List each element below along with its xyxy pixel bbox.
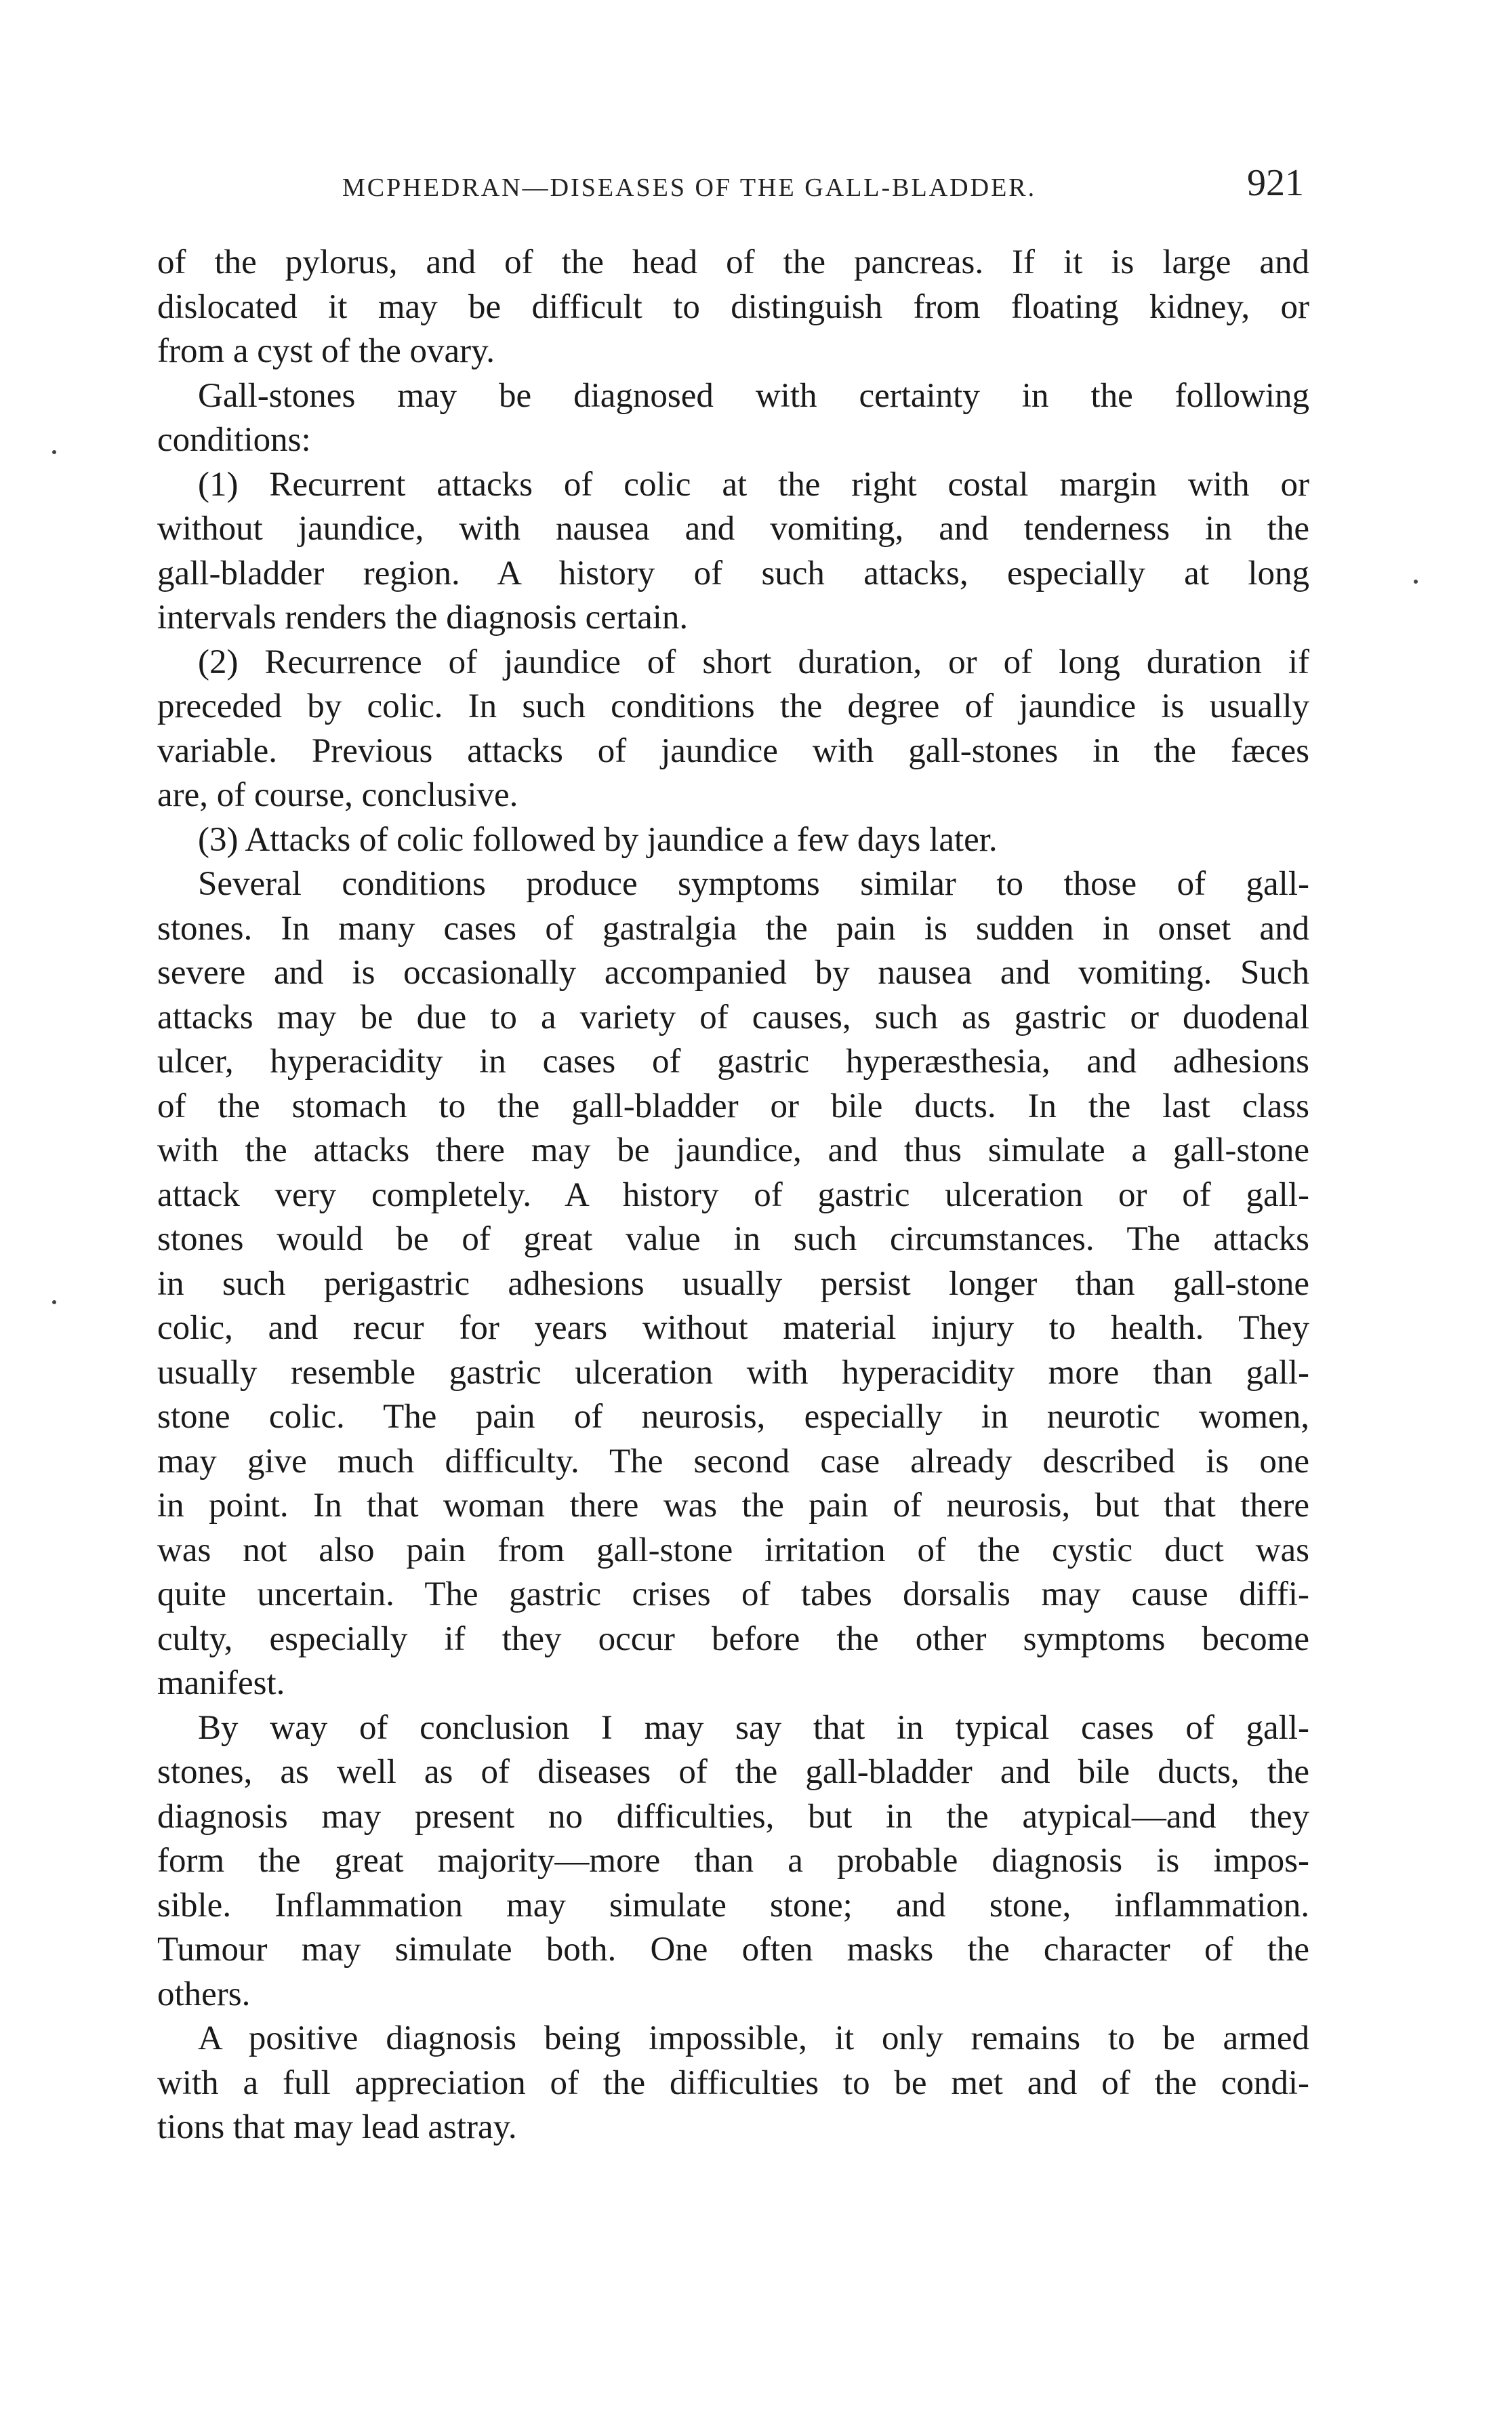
text-line: gall-bladder region. A history of such attacks, especially at long xyxy=(157,554,1309,592)
text-line: others. xyxy=(157,1975,251,2013)
text-line: variable. Previous attacks of jaundice with gall-stones in the fæces xyxy=(157,731,1309,770)
text-line: from a cyst of the ovary. xyxy=(157,332,495,370)
text-line: conditions: xyxy=(157,421,311,459)
text-line: tions that may lead astray. xyxy=(157,2108,517,2146)
text-line: of the pylorus, and of the head of the pancreas. If it is large and xyxy=(157,243,1309,281)
body-text xyxy=(157,241,1309,2150)
text-line: culty, especially if they occur before the other symptoms become xyxy=(157,1619,1309,1658)
text-line: colic, and recur for years without material injury to health. They xyxy=(157,1309,1309,1347)
text-line: stones, as well as of diseases of the gall-bladder and bile ducts, the xyxy=(157,1753,1309,1791)
print-speck xyxy=(52,1300,56,1304)
text-line: quite uncertain. The gastric crises of tabes dorsalis may cause diffi- xyxy=(157,1575,1309,1613)
text-line: Gall-stones may be diagnosed with certainty in the following xyxy=(198,376,1309,415)
text-line: preceded by colic. In such conditions the degree of jaundice is usually xyxy=(157,687,1309,725)
text-line: in point. In that woman there was the pain of neurosis, but that there xyxy=(157,1487,1309,1525)
page-number: 921 xyxy=(1247,162,1304,204)
text-line: with the attacks there may be jaundice, and thus simulate a gall-stone xyxy=(157,1131,1309,1169)
text-line: usually resemble gastric ulceration with hyperacidity more than gall- xyxy=(157,1353,1309,1392)
text-line: diagnosis may present no difficulties, but in the atypical—and they xyxy=(157,1797,1309,1836)
text-line: sible. Inflammation may simulate stone; and stone, inflammation. xyxy=(157,1886,1309,1925)
text-line: are, of course, conclusive. xyxy=(157,776,518,814)
text-line: was not also pain from gall-stone irritation of the cystic duct was xyxy=(157,1531,1309,1569)
text-line: severe and is occasionally accompanied by nausea and vomiting. Such xyxy=(157,954,1309,992)
text-line: stone colic. The pain of neurosis, especially in neurotic women, xyxy=(157,1398,1309,1436)
text-line: form the great majority—more than a probable diagnosis is impos- xyxy=(157,1842,1309,1880)
print-speck xyxy=(1414,580,1418,584)
text-line: without jaundice, with nausea and vomiting, and tenderness in the xyxy=(157,510,1309,548)
text-line: A positive diagnosis being impossible, it only remains to be armed xyxy=(198,2019,1309,2057)
text-line: with a full appreciation of the difficulties to be met and of the condi- xyxy=(157,2063,1309,2102)
text-line: (1) Recurrent attacks of colic at the right costal margin with or xyxy=(198,465,1309,504)
text-line: By way of conclusion I may say that in typical cases of gall- xyxy=(198,1708,1309,1747)
text-line: (3) Attacks of colic followed by jaundice a few days later. xyxy=(198,820,998,859)
text-line: intervals renders the diagnosis certain. xyxy=(157,599,689,637)
text-line: Tumour may simulate both. One often masks the character of the xyxy=(157,1931,1309,1969)
text-line: in such perigastric adhesions usually persist longer than gall-stone xyxy=(157,1264,1309,1303)
text-line: Several conditions produce symptoms similar to those of gall- xyxy=(198,865,1309,903)
text-line: manifest. xyxy=(157,1664,285,1702)
text-line: stones. In many cases of gastralgia the pain is sudden in onset and xyxy=(157,909,1309,948)
text-line: of the stomach to the gall-bladder or bile ducts. In the last class xyxy=(157,1087,1309,1125)
text-line: attacks may be due to a variety of causes, such as gastric or duodenal xyxy=(157,998,1309,1036)
running-head: MCPHEDRAN—DISEASES OF THE GALL-BLADDER. xyxy=(342,174,1037,202)
text-line: attack very completely. A history of gastric ulceration or of gall- xyxy=(157,1175,1309,1214)
text-line: (2) Recurrence of jaundice of short duration, or of long duration if xyxy=(198,643,1309,681)
text-line: dislocated it may be difficult to distinguish from floating kidney, or xyxy=(157,287,1309,326)
print-speck xyxy=(52,450,56,454)
text-line: may give much difficulty. The second case already described is one xyxy=(157,1442,1309,1480)
text-line: ulcer, hyperacidity in cases of gastric hyperæsthesia, and adhesions xyxy=(157,1043,1309,1081)
text-line: stones would be of great value in such circumstances. The attacks xyxy=(157,1220,1309,1258)
